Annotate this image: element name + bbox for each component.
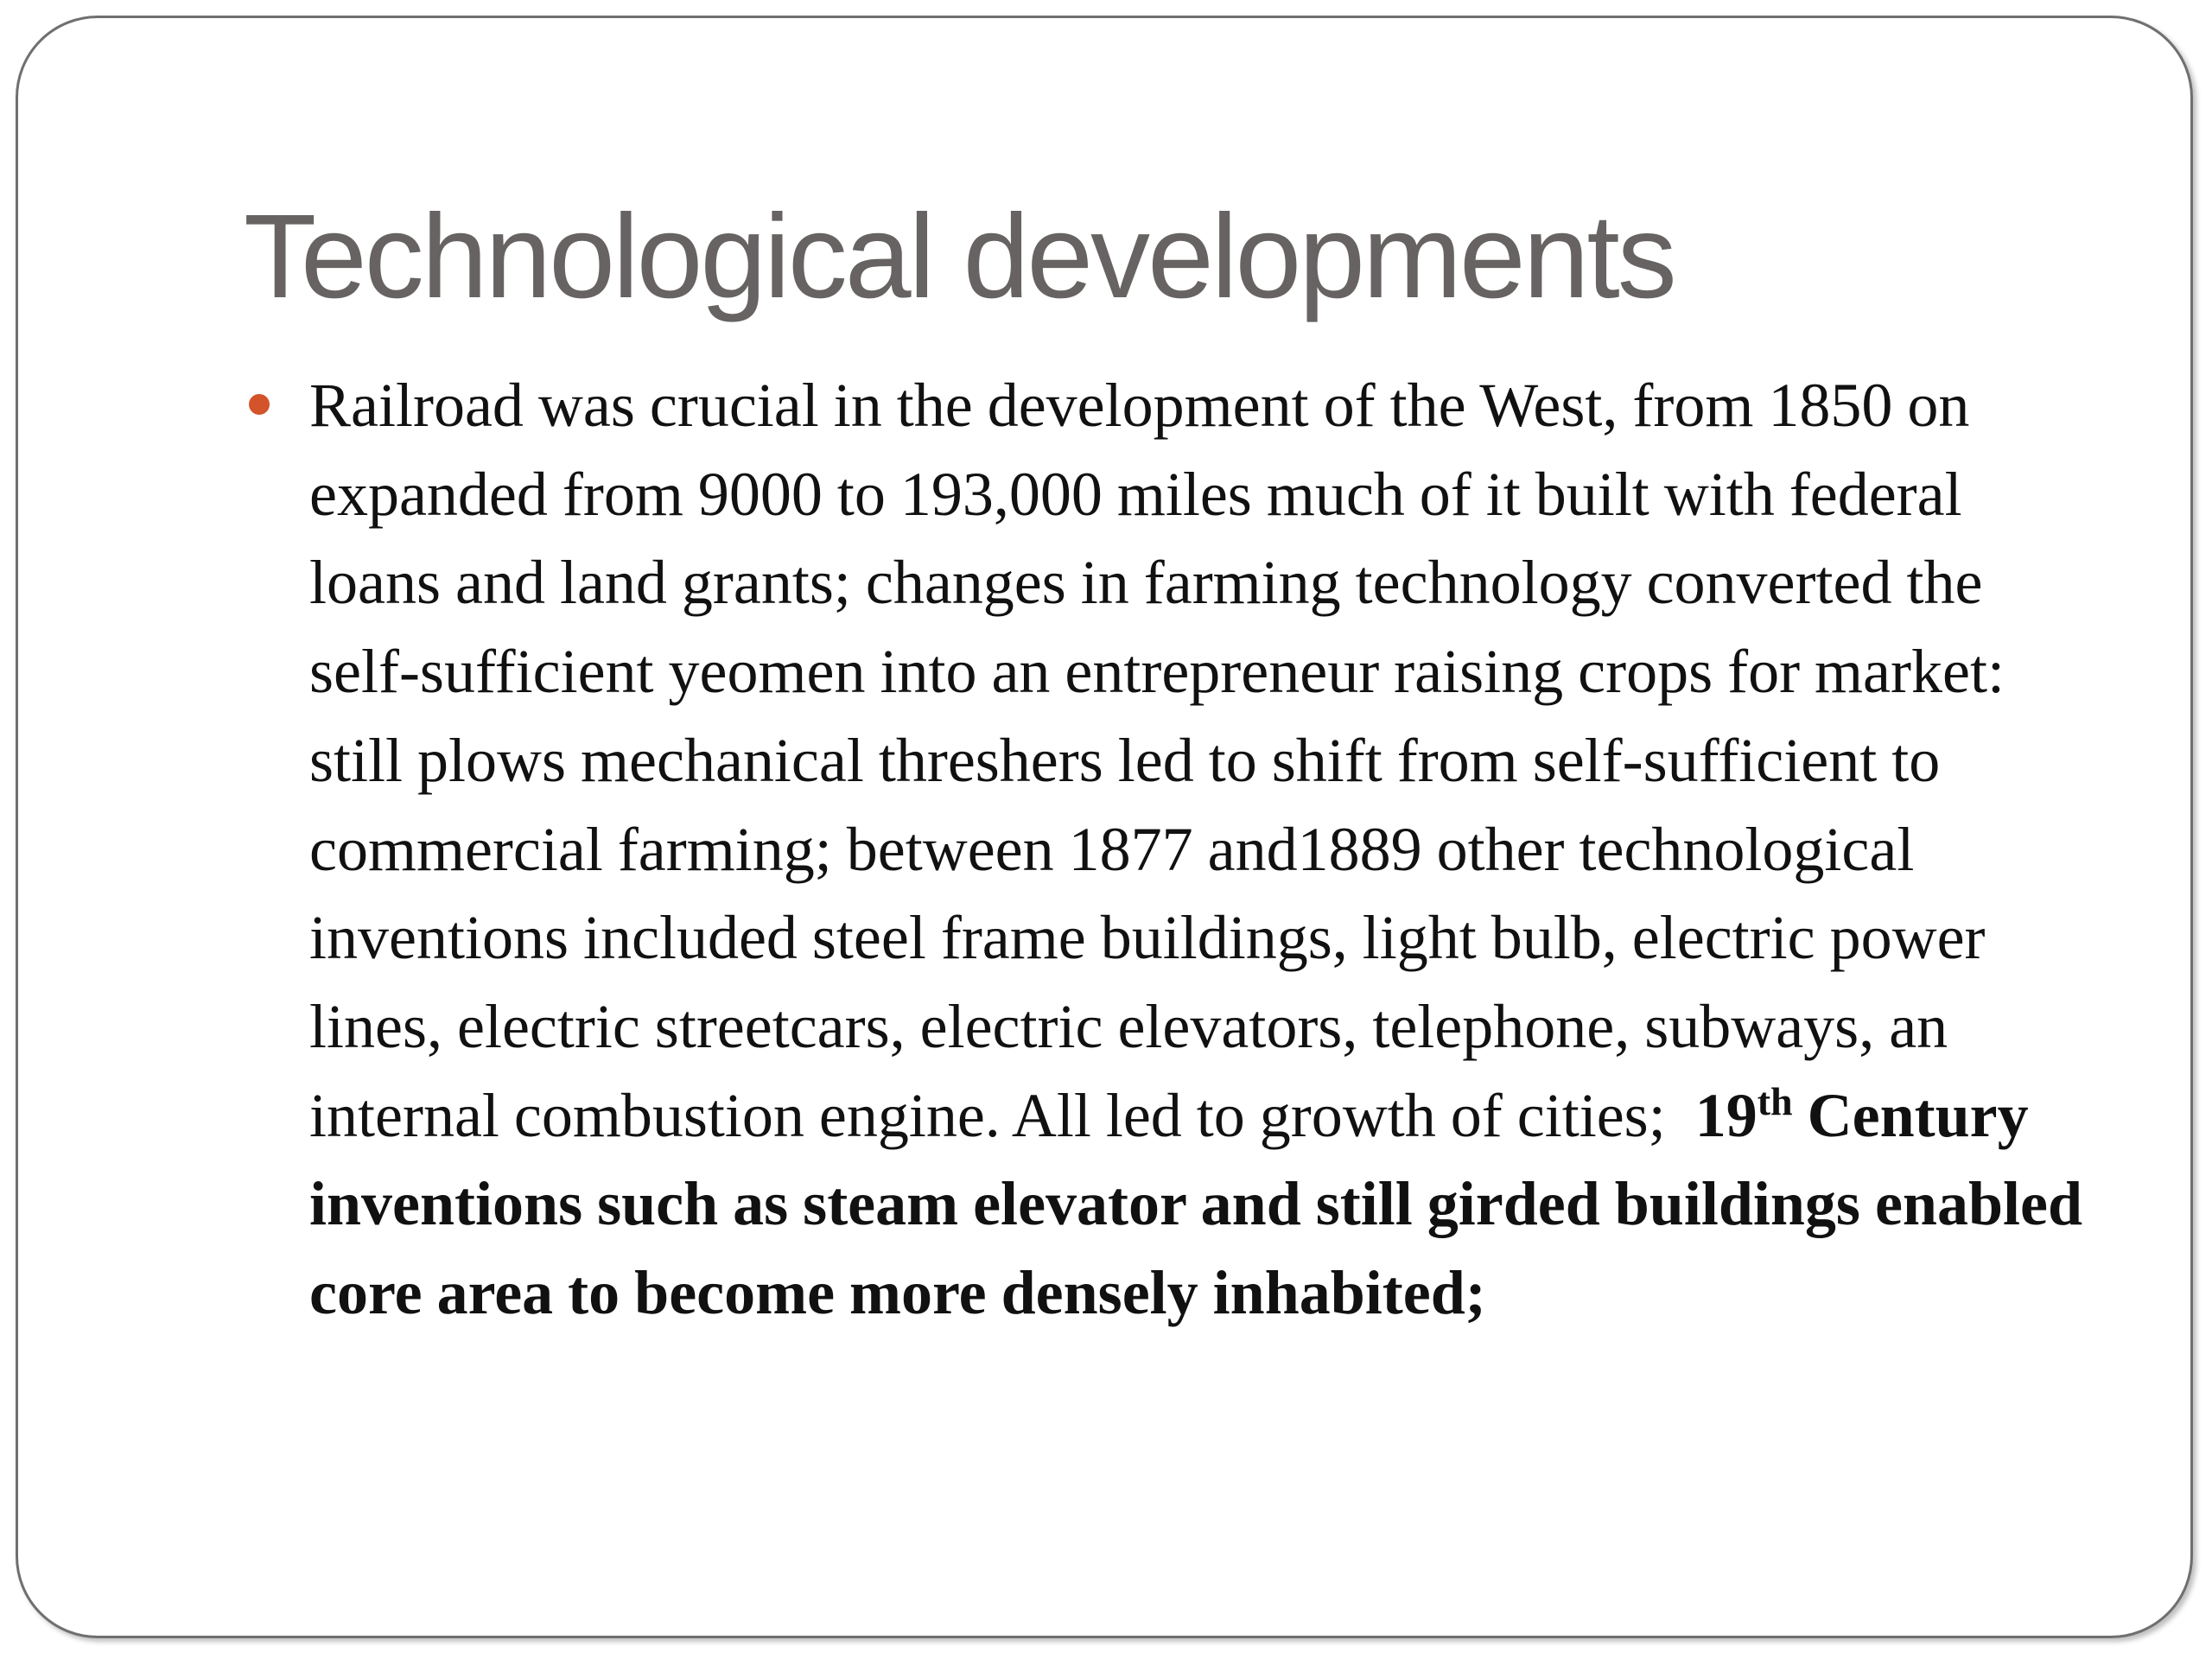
bullet-bold-sentence: Century inventions such as steam elevator and still girded buildings enabled core area to become more densely inhabited;	[309, 1080, 2082, 1328]
bullet-paragraph	[309, 361, 2101, 1338]
slide-title: Technological developments	[244, 190, 1675, 323]
bullet-dot-icon	[249, 394, 270, 415]
bullet-bold-number: 19	[1694, 1080, 1758, 1150]
bullet-regular-text: Railroad was crucial in the development of the West, from 1850 on expanded from 9000 to 193,000 miles much of it built with federal loans and land grants; changes in farming technology converted the self-sufficient yeomen into an entrepreneur raising crops for market: still plows mechanical threshers led to shift from self-sufficient to commercial farming; between 1877 and1889 other technological inventions included steel frame buildings, light bulb, electric power lines, electric streetcars, electric elevators, telephone, subways, an internal combustion engine. All led to growth of cities;	[309, 371, 2005, 1150]
bullet-list-item	[244, 361, 2101, 1338]
bullet-bold-superscript: th	[1757, 1078, 1793, 1123]
